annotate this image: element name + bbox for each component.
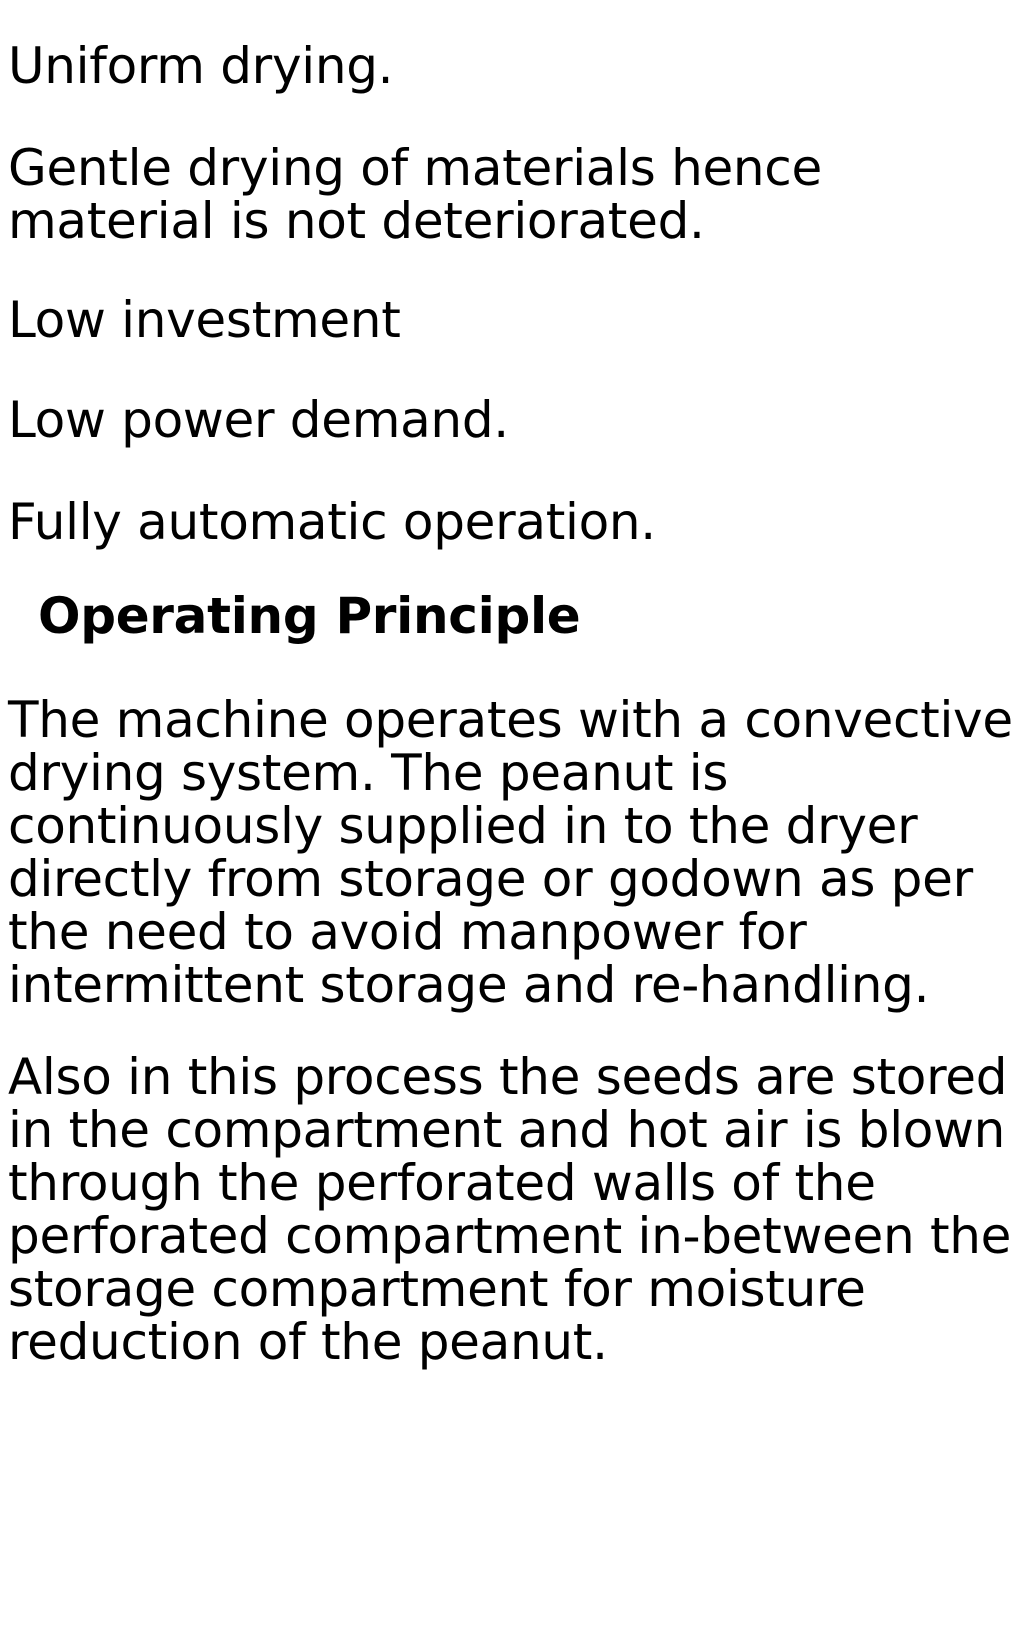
feature-fully-automatic: Fully automatic operation. bbox=[8, 493, 656, 551]
paragraph-line: The machine operates with a convective bbox=[8, 691, 1013, 749]
paragraph-operating-principle-2 bbox=[8, 1048, 1012, 1371]
feature-uniform-drying: Uniform drying. bbox=[8, 37, 394, 95]
paragraph-line: through the perforated walls of the bbox=[8, 1154, 876, 1212]
section-heading: Operating Principle bbox=[38, 587, 581, 645]
paragraph-line: continuously supplied in to the dryer bbox=[8, 797, 918, 855]
feature-gentle-drying-line-2: material is not deteriorated. bbox=[8, 192, 705, 250]
feature-gentle-drying bbox=[8, 139, 822, 250]
feature-low-power-demand: Low power demand. bbox=[8, 391, 509, 449]
paragraph-line: drying system. The peanut is bbox=[8, 744, 729, 802]
paragraph-line: directly from storage or godown as per bbox=[8, 850, 973, 908]
paragraph-line: intermittent storage and re-handling. bbox=[8, 956, 930, 1014]
paragraph-line: the need to avoid manpower for bbox=[8, 903, 807, 961]
paragraph-operating-principle-1 bbox=[8, 691, 1013, 1014]
paragraph-line: perforated compartment in-between the bbox=[8, 1207, 1012, 1265]
feature-gentle-drying-line-1: Gentle drying of materials hence bbox=[8, 139, 822, 197]
paragraph-line: storage compartment for moisture bbox=[8, 1260, 866, 1318]
paragraph-line: reduction of the peanut. bbox=[8, 1313, 608, 1371]
feature-low-investment: Low investment bbox=[8, 291, 401, 349]
paragraph-line: in the compartment and hot air is blown bbox=[8, 1101, 1006, 1159]
paragraph-line: Also in this process the seeds are stored bbox=[8, 1048, 1008, 1106]
